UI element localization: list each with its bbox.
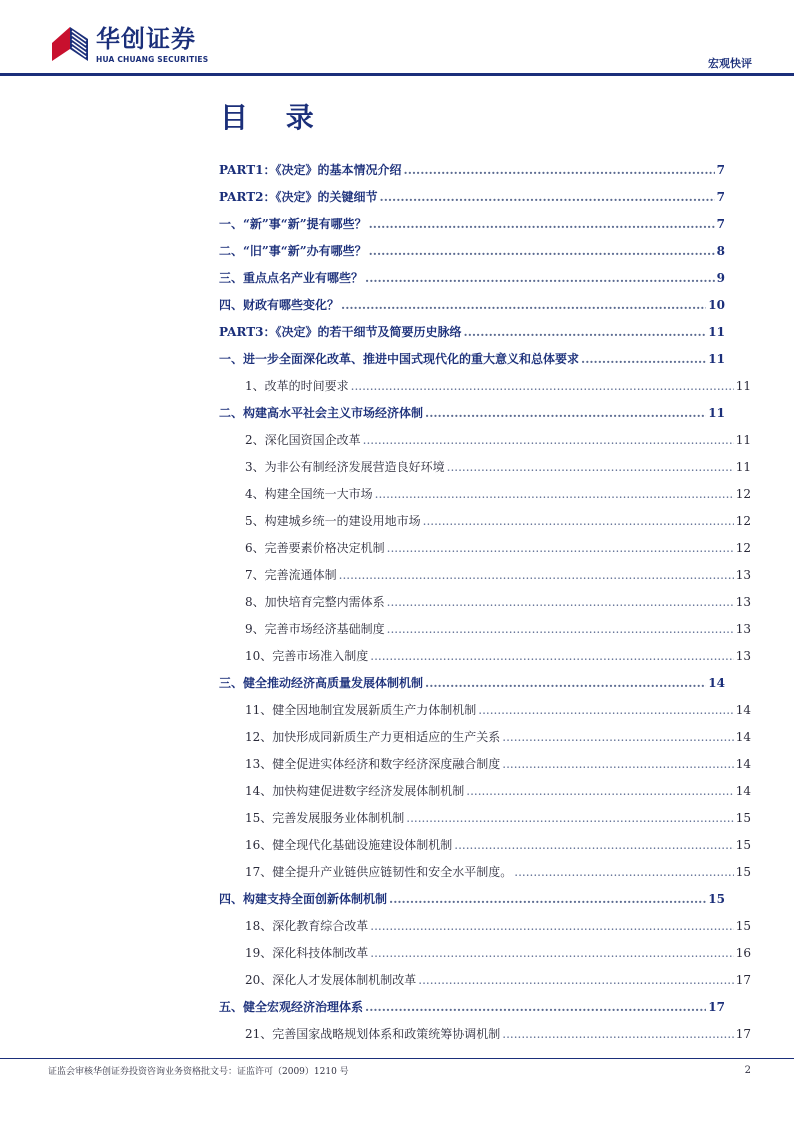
toc-leader-dots (387, 538, 734, 558)
toc-leader-dots (454, 835, 733, 855)
toc-entry-label: 一、“新”事“新”提有哪些？ (219, 217, 367, 231)
toc-entry-label: 13、健全促进实体经济和数字经济深度融合制度 (245, 757, 501, 771)
toc-entry-page: 14 (708, 676, 725, 690)
report-type-label: 宏观快评 (708, 57, 752, 70)
toc-entry[interactable] (219, 214, 725, 234)
toc-leader-dots (514, 862, 733, 882)
toc-entry-label: 6、完善要素价格决定机制 (245, 541, 385, 555)
toc-leader-dots (425, 673, 706, 693)
toc-entry-page: 17 (735, 973, 751, 987)
toc-entry-label: 11、健全因地制宜发展新质生产力体制机制 (245, 703, 477, 717)
toc-entry[interactable] (245, 619, 751, 639)
toc-entry-label: 14、加快构建促进数字经济发展体制机制 (245, 784, 465, 798)
toc-entry-label: 二、构建高水平社会主义市场经济体制 (219, 406, 424, 420)
toc-entry-label: 20、深化人才发展体制机制改革 (245, 973, 417, 987)
toc-leader-dots (581, 349, 706, 369)
toc-entry[interactable] (245, 565, 751, 585)
toc-entry-label: 12、加快形成同新质生产力更相适应的生产关系 (245, 730, 501, 744)
toc-leader-dots (365, 268, 715, 288)
toc-entry[interactable] (245, 538, 751, 558)
toc-entry[interactable] (219, 160, 725, 180)
toc-entry-page: 15 (735, 919, 751, 933)
toc-leader-dots (464, 322, 707, 342)
page-number: 2 (744, 1065, 751, 1076)
toc-leader-dots (387, 592, 734, 612)
toc-entry-page: 11 (735, 379, 751, 393)
toc-entry[interactable] (245, 916, 751, 936)
toc-entry[interactable] (245, 835, 751, 855)
toc-entry-label: 7、完善流通体制 (245, 568, 337, 582)
toc-leader-dots (370, 916, 733, 936)
company-name-en: HUA CHUANG SECURITIES (96, 55, 209, 64)
toc-entry-page: 11 (735, 460, 751, 474)
toc-leader-dots (339, 565, 734, 585)
footer-divider (0, 1058, 794, 1059)
toc-entry-page: 13 (735, 568, 751, 582)
toc-leader-dots (425, 403, 706, 423)
toc-entry[interactable] (219, 673, 725, 693)
toc-entry[interactable] (245, 781, 751, 801)
toc-entry-label: PART2：《决定》的关键细节 (219, 190, 378, 204)
toc-entry-label: 1、改革的时间要求 (245, 379, 349, 393)
toc-leader-dots (502, 1024, 733, 1044)
toc-entry[interactable] (219, 295, 725, 315)
toc-leader-dots (351, 376, 734, 396)
toc-entry-label: 9、完善市场经济基础制度 (245, 622, 385, 636)
toc-entry[interactable] (245, 376, 751, 396)
toc-entry[interactable] (219, 997, 725, 1017)
toc-entry-page: 15 (735, 865, 751, 879)
toc-entry[interactable] (245, 808, 751, 828)
company-name-cn: 华创证券 (96, 25, 196, 53)
toc-entry-page: 15 (735, 838, 751, 852)
toc-entry[interactable] (245, 592, 751, 612)
toc-entry[interactable] (245, 457, 751, 477)
toc-entry[interactable] (245, 943, 751, 963)
toc-entry-page: 11 (735, 433, 751, 447)
toc-entry[interactable] (245, 727, 751, 747)
toc-leader-dots (369, 241, 715, 261)
toc-entry-page: 14 (735, 757, 751, 771)
toc-entry-label: 四、构建支持全面创新体制机制 (219, 892, 388, 906)
toc-title: 目 录 (220, 101, 328, 134)
toc-entry[interactable] (219, 241, 725, 261)
toc-entry-label: 18、深化教育综合改革 (245, 919, 369, 933)
toc-entry-page: 12 (735, 541, 751, 555)
toc-leader-dots (387, 619, 734, 639)
toc-entry[interactable] (245, 700, 751, 720)
toc-entry-label: 17、健全提升产业链供应链韧性和安全水平制度。 (245, 865, 513, 879)
toc-entry[interactable] (219, 187, 725, 207)
toc-entry-label: 16、健全现代化基础设施建设体制机制 (245, 838, 453, 852)
toc-leader-dots (406, 808, 733, 828)
toc-entry-page: 9 (716, 271, 725, 285)
toc-entry-label: 19、深化科技体制改革 (245, 946, 369, 960)
toc-leader-dots (370, 943, 733, 963)
toc-entry-label: 3、为非公有制经济发展营造良好环境 (245, 460, 445, 474)
toc-entry-page: 17 (735, 1027, 751, 1041)
toc-leader-dots (447, 457, 734, 477)
toc-leader-dots (341, 295, 706, 315)
toc-leader-dots (466, 781, 733, 801)
toc-entry[interactable] (219, 268, 725, 288)
toc-entry-label: 三、健全推动经济高质量发展体制机制 (219, 676, 424, 690)
toc-entry[interactable] (219, 322, 725, 342)
toc-entry-label: 2、深化国资国企改革 (245, 433, 361, 447)
page-header (0, 0, 794, 78)
toc-entry-page: 8 (716, 244, 725, 258)
toc-leader-dots (375, 484, 734, 504)
toc-entry-label: 一、进一步全面深化改革、推进中国式现代化的重大意义和总体要求 (219, 352, 580, 366)
toc-entry-label: 4、构建全国统一大市场 (245, 487, 373, 501)
toc-entry-page: 13 (735, 622, 751, 636)
toc-entry-page: 12 (735, 514, 751, 528)
toc-leader-dots (370, 646, 733, 666)
toc-entry[interactable] (219, 889, 725, 909)
toc-entry-page: 14 (735, 703, 751, 717)
toc-entry[interactable] (245, 1024, 751, 1044)
toc-leader-dots (363, 430, 734, 450)
toc-entry[interactable] (245, 646, 751, 666)
toc-leader-dots (365, 997, 706, 1017)
toc-entry-label: 5、构建城乡统一的建设用地市场 (245, 514, 421, 528)
footer-license-text: 证监会审核华创证券投资咨询业务资格批文号：证监许可（2009）1210 号 (48, 1067, 349, 1077)
toc-entry-label: PART1：《决定》的基本情况介绍 (219, 163, 402, 177)
toc-entry-page: 11 (708, 406, 725, 420)
toc-entry-page: 7 (716, 163, 725, 177)
toc-leader-dots (369, 214, 715, 234)
toc-entry[interactable] (245, 484, 751, 504)
toc-entry-label: PART3：《决定》的若干细节及简要历史脉络 (219, 325, 462, 339)
toc-entry-page: 13 (735, 649, 751, 663)
toc-entry[interactable] (245, 862, 751, 882)
toc-entry-label: 五、健全宏观经济治理体系 (219, 1000, 364, 1014)
toc-entry-page: 16 (735, 946, 751, 960)
toc-leader-dots (423, 511, 734, 531)
toc-entry-page: 12 (735, 487, 751, 501)
toc-entry-page: 15 (708, 892, 725, 906)
toc-entry[interactable] (219, 403, 725, 423)
toc-entry[interactable] (245, 754, 751, 774)
toc-entry[interactable] (245, 970, 751, 990)
toc-entry-page: 17 (708, 1000, 725, 1014)
toc-leader-dots (502, 727, 733, 747)
toc-leader-dots (478, 700, 733, 720)
toc-entry-label: 8、加快培育完整内需体系 (245, 595, 385, 609)
toc-entry-page: 11 (708, 352, 725, 366)
toc-entry-label: 21、完善国家战略规划体系和政策统筹协调机制 (245, 1027, 501, 1041)
toc-entry[interactable] (245, 511, 751, 531)
toc-leader-dots (389, 889, 706, 909)
toc-leader-dots (404, 160, 715, 180)
toc-entry-label: 10、完善市场准入制度 (245, 649, 369, 663)
toc-entry-label: 15、完善发展服务业体制机制 (245, 811, 405, 825)
toc-entry[interactable] (219, 349, 725, 369)
toc-entry-label: 四、财政有哪些变化？ (219, 298, 340, 312)
toc-entry-page: 11 (708, 325, 725, 339)
toc-entry-page: 7 (716, 190, 725, 204)
header-divider (0, 73, 794, 76)
toc-entry[interactable] (245, 430, 751, 450)
toc-entry-page: 14 (735, 784, 751, 798)
toc-entry-page: 10 (708, 298, 725, 312)
toc-entry-page: 7 (716, 217, 725, 231)
toc-leader-dots (502, 754, 733, 774)
toc-entry-page: 14 (735, 730, 751, 744)
toc-leader-dots (418, 970, 733, 990)
toc-entry-label: 三、重点点名产业有哪些？ (219, 271, 364, 285)
toc-entry-label: 二、“旧”事“新”办有哪些？ (219, 244, 367, 258)
huachuang-logo-icon (50, 25, 90, 63)
toc-entry-page: 13 (735, 595, 751, 609)
toc-entry-page: 15 (735, 811, 751, 825)
toc-leader-dots (380, 187, 715, 207)
